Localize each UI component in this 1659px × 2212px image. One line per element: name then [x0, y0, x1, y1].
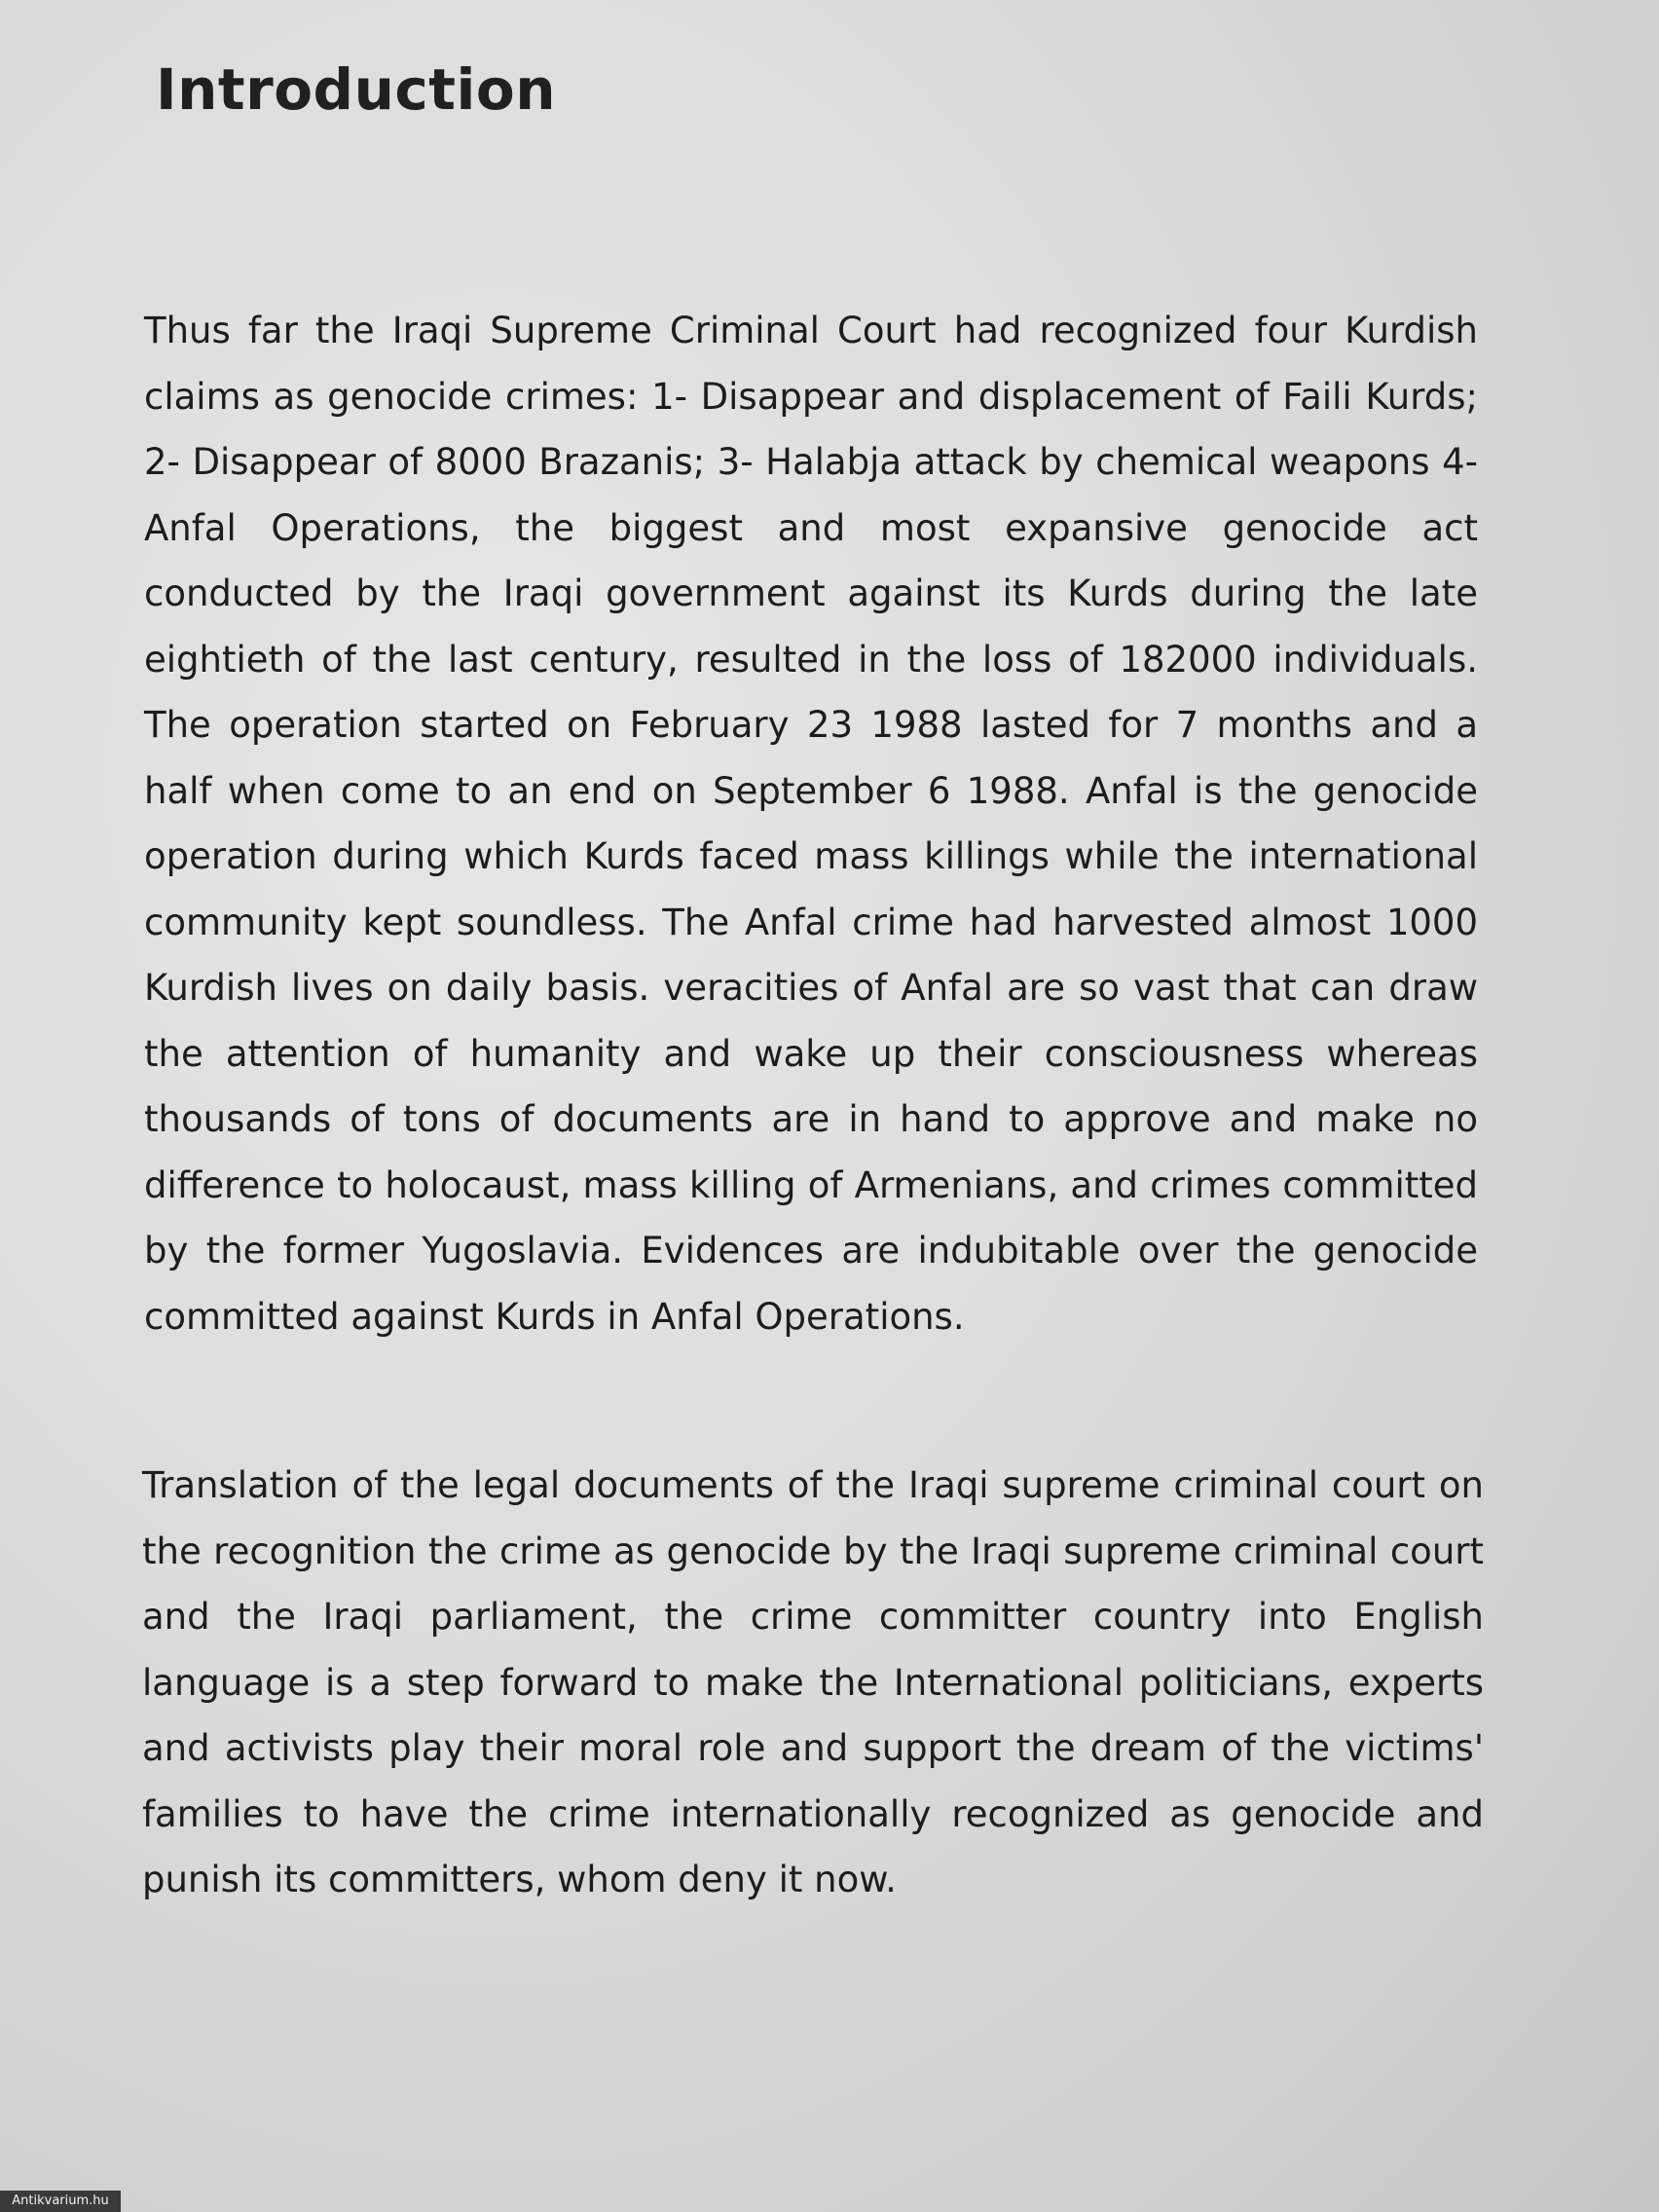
- source-watermark: Antikvarium.hu: [0, 2191, 121, 2212]
- page-title: Introduction: [156, 56, 556, 123]
- paragraph-genocide-claims: Thus far the Iraqi Supreme Criminal Court had recognized four Kurdish claims as genocide crimes: 1- Disappear and displacement of Faili Kurds; 2- Disappear of 8000 Brazanis; 3- Halabja attack by chemical weapons 4- Anfal Operations, the biggest and most expansive genocide act conducted by the Iraqi government against its Kurds during the late eightieth of the last century, resulted in the loss of 182000 individuals. The operation started on February 23 1988 lasted for 7 months and a half when come to an end on September 6 1988. Anfal is the genocide operation during which Kurds faced mass killings while the international community kept soundless. The Anfal crime had harvested almost 1000 Kurdish lives on daily basis. veracities of Anfal are so vast that can draw the attention of humanity and wake up their consciousness whereas thousands of tons of documents are in hand to approve and make no difference to holocaust, mass killing of Armenians, and crimes committed by the former Yugoslavia. Evidences are indubitable over the genocide committed against Kurds in Anfal Operations.: [144, 310, 1478, 1338]
- paragraph-translation: Translation of the legal documents of the Iraqi supreme criminal court on the recognition the crime as genocide by the Iraqi supreme criminal court and the Iraqi parliament, the crime committer country into English language is a step forward to make the International politicians, experts and activists play their moral role and support the dream of the victims' families to have the crime internationally recognized as genocide and punish its committers, whom deny it now.: [142, 1464, 1484, 1900]
